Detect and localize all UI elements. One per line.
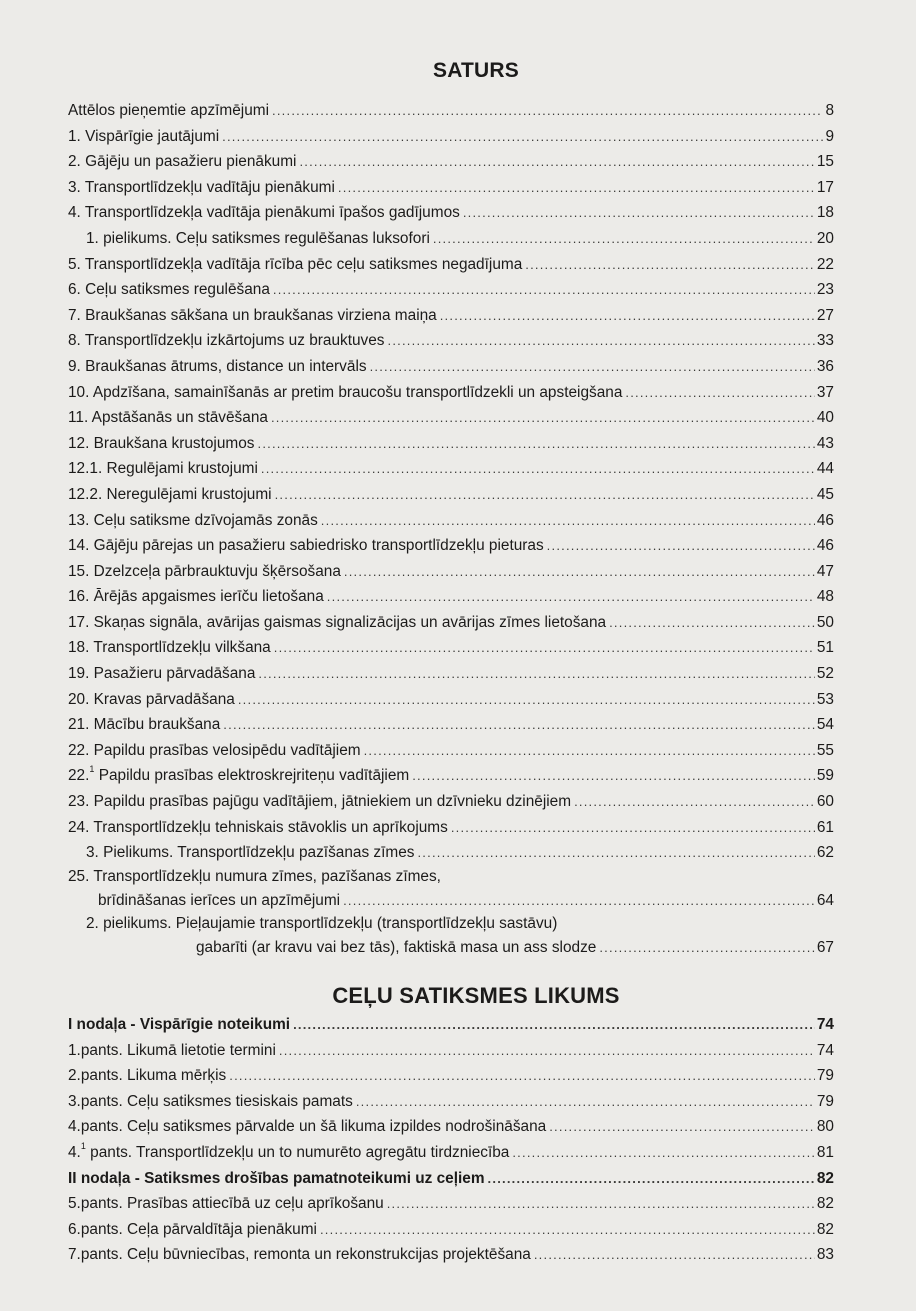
toc-entry[interactable] [68, 1114, 834, 1140]
toc-entry-title: 17. Skaņas signāla, avārijas gaismas signalizācijas un avārijas zīmes lietošana [68, 613, 607, 631]
superscript-number: 1 [89, 764, 95, 775]
toc-entry-page: 55 [816, 741, 834, 759]
toc-entry-page: 8 [825, 102, 834, 119]
dot-leader [534, 1242, 815, 1268]
dot-leader [299, 149, 814, 175]
toc-entry-title: II nodaļa - Satiksmes drošības pamatnoteikumi uz ceļiem [68, 1169, 485, 1187]
dot-leader [293, 1012, 815, 1038]
toc-entry-page: 64 [816, 891, 834, 909]
toc-entry[interactable] [68, 815, 834, 841]
toc-entry[interactable] [68, 1242, 834, 1268]
toc-entry-page: 79 [816, 1092, 834, 1110]
toc-entry-title: 21. Mācību braukšana [68, 716, 221, 734]
toc-entry-title: 11. Apstāšanās un stāvēšana [68, 409, 268, 427]
dot-leader [274, 635, 815, 661]
toc-entry[interactable] [68, 200, 834, 226]
toc-entry-page: 79 [816, 1067, 834, 1085]
toc-entry-page: 50 [816, 613, 834, 631]
dot-leader [412, 763, 815, 789]
toc-entry-page: 15 [816, 153, 834, 171]
toc-entry-page: 82 [816, 1169, 834, 1187]
dot-leader [261, 456, 815, 482]
dot-leader [273, 277, 815, 303]
toc-entry-page: 46 [816, 537, 834, 555]
toc-entry-title: 22. Papildu prasības velosipēdu vadītājiem [68, 741, 361, 759]
toc-entry[interactable] [68, 354, 834, 380]
toc-entry-title-line1: 2. pielikums. Pieļaujamie transportlīdzekļu (transportlīdzekļu sastāvu) [86, 915, 558, 933]
dot-leader [525, 252, 815, 278]
toc-entry-number: 4. [68, 1143, 81, 1161]
toc-entry-title: 5. Transportlīdzekļa vadītāja rīcība pēc ceļu satiksmes negadījuma [68, 255, 523, 273]
toc-entry[interactable] [68, 277, 834, 303]
toc-entry-page: 83 [816, 1246, 834, 1264]
dot-leader [222, 124, 823, 150]
toc-entry[interactable] [68, 175, 834, 201]
toc-entry-page: 82 [816, 1195, 834, 1213]
toc-entry-title: 19. Pasažieru pārvadāšana [68, 665, 256, 683]
toc-entry[interactable] [68, 687, 834, 713]
toc-entry-page: 36 [816, 357, 834, 375]
toc-entry-title: I nodaļa - Vispārīgie noteikumi [68, 1016, 291, 1033]
dot-leader [327, 584, 815, 610]
toc-entry-text: Papildu prasības elektroskrejriteņu vadītājiem [94, 767, 410, 785]
contents-title: SATURS [433, 59, 519, 82]
toc-entry-line2 [68, 935, 834, 961]
dot-leader [271, 405, 815, 431]
toc-entry-page: 82 [816, 1220, 834, 1238]
dot-leader [488, 1166, 815, 1192]
toc-entry-page: 18 [816, 204, 834, 222]
toc-entry-title: 1.pants. Likumā lietotie termini [68, 1041, 276, 1059]
dot-leader [547, 533, 815, 559]
dot-leader [388, 328, 815, 354]
dot-leader [512, 1140, 815, 1166]
toc-entry-page: 40 [816, 409, 834, 427]
toc-entry-title: 4.pants. Ceļu satiksmes pārvalde un šā likuma izpildes nodrošināšana [68, 1118, 547, 1136]
dot-leader [258, 431, 815, 457]
toc-entry-title: 8. Transportlīdzekļu izkārtojums uz brauktuves [68, 332, 385, 350]
toc-entry[interactable] [68, 149, 834, 175]
toc-entry-page: 54 [816, 716, 834, 734]
toc-entry[interactable] [68, 610, 834, 636]
toc-entry-title: 5.pants. Prasības attiecībā uz ceļu aprīkošanu [68, 1195, 384, 1213]
toc-entry-page: 60 [816, 793, 834, 811]
toc-entry-page: 33 [816, 332, 834, 350]
toc-entry-title: 12.1. Regulējami krustojumi [68, 460, 258, 478]
toc-entry-title: 10. Apdzīšana, samainīšanās ar pretim braucošu transportlīdzekli un apsteigšana [68, 383, 623, 401]
dot-leader [344, 559, 815, 585]
toc-entry-text: pants. Transportlīdzekļu un to numurēto agregātu tirdzniecība [85, 1143, 510, 1161]
toc-chapter[interactable] [68, 1166, 834, 1192]
dot-leader [275, 482, 815, 508]
law-section-title: CEĻU SATIKSMES LIKUMS [332, 983, 620, 1008]
toc-entry[interactable] [68, 380, 834, 406]
toc-entry[interactable] [68, 738, 834, 764]
toc-entry-page: 44 [816, 460, 834, 478]
toc-entry-page: 53 [816, 690, 834, 708]
toc-entry-title: 16. Ārējās apgaismes ierīču lietošana [68, 588, 324, 606]
toc-entry-title: 3. Pielikums. Transportlīdzekļu pazīšanas zīmes [86, 844, 415, 862]
dot-leader [370, 354, 815, 380]
toc-entry[interactable] [68, 1089, 834, 1115]
toc-entry-title: 6. Ceļu satiksmes regulēšana [68, 281, 270, 299]
toc-entry[interactable] [68, 661, 834, 687]
toc-entry-appendix[interactable] [68, 840, 834, 866]
contents-list [68, 98, 834, 961]
toc-entry[interactable] [68, 789, 834, 815]
toc-entry[interactable] [68, 584, 834, 610]
toc-entry-title: 1. pielikums. Ceļu satiksmes regulēšanas luksofori [86, 229, 430, 247]
toc-entry-multiline-appendix[interactable] [68, 913, 834, 961]
toc-entry[interactable] [68, 635, 834, 661]
toc-entry-page: 27 [816, 306, 834, 324]
toc-entry[interactable] [68, 431, 834, 457]
dot-leader [433, 226, 815, 252]
toc-entry-page: 67 [816, 939, 834, 957]
dot-leader [343, 888, 815, 914]
toc-entry-title: 23. Papildu prasības pajūgu vadītājiem, jātniekiem un dzīvnieku dzinējiem [68, 793, 572, 811]
toc-entry[interactable] [68, 559, 834, 585]
toc-entry[interactable] [68, 456, 834, 482]
toc-entry-page: 74 [816, 1016, 834, 1033]
toc-entry[interactable] [68, 1140, 834, 1166]
toc-entry-title: 14. Gājēju pārejas un pasažieru sabiedrisko transportlīdzekļu pieturas [68, 537, 544, 555]
law-contents-list [68, 1012, 834, 1268]
dot-leader [440, 303, 815, 329]
toc-entry-page: 47 [816, 562, 834, 580]
toc-entry-title: 24. Transportlīdzekļu tehniskais stāvoklis un aprīkojums [68, 818, 448, 836]
toc-entry-title: 3.pants. Ceļu satiksmes tiesiskais pamats [68, 1092, 353, 1110]
dot-leader [238, 687, 815, 713]
toc-entry[interactable] [68, 763, 834, 789]
toc-entry-title: 9. Braukšanas ātrums, distance un intervāls [68, 357, 367, 375]
toc-entry-title-line2: gabarīti (ar kravu vai bez tās), faktiskā masa un ass slodze [196, 939, 597, 957]
toc-entry-page: 62 [816, 844, 834, 862]
toc-entry-page: 46 [816, 511, 834, 529]
dot-leader [338, 175, 815, 201]
toc-entry-title: 3. Transportlīdzekļu vadītāju pienākumi [68, 178, 335, 196]
toc-entry-page: 80 [816, 1118, 834, 1136]
dot-leader [321, 508, 815, 534]
toc-entry-title: Attēlos pieņemtie apzīmējumi [68, 102, 270, 119]
dot-leader [387, 1191, 815, 1217]
toc-entry-page: 48 [816, 588, 834, 606]
toc-entry-title: 20. Kravas pārvadāšana [68, 690, 235, 708]
toc-entry-page: 37 [816, 383, 834, 401]
toc-entry[interactable] [68, 328, 834, 354]
toc-entry-title: 15. Dzelzceļa pārbrauktuvju šķērsošana [68, 562, 341, 580]
toc-entry-title: 13. Ceļu satiksme dzīvojamās zonās [68, 511, 318, 529]
dot-leader [279, 1038, 815, 1064]
toc-entry-title [68, 1140, 509, 1166]
dot-leader [258, 661, 814, 687]
toc-entry[interactable] [68, 712, 834, 738]
toc-entry-page: 17 [816, 178, 834, 196]
dot-leader [625, 380, 814, 406]
dot-leader [356, 1089, 815, 1115]
toc-entry-title: 6.pants. Ceļa pārvaldītāja pienākumi [68, 1220, 317, 1238]
dot-leader [574, 789, 815, 815]
toc-entry[interactable] [68, 533, 834, 559]
toc-entry-number: 22. [68, 767, 90, 785]
toc-entry-page: 9 [825, 127, 834, 145]
toc-entry-page: 74 [816, 1041, 834, 1059]
dot-leader [320, 1217, 815, 1243]
dot-leader [609, 610, 815, 636]
dot-leader [463, 200, 815, 226]
toc-entry-page: 43 [816, 434, 834, 452]
superscript-number: 1 [80, 1140, 86, 1151]
toc-entry-title: 2. Gājēju un pasažieru pienākumi [68, 153, 297, 171]
toc-entry-title-line1: 25. Transportlīdzekļu numura zīmes, pazīšanas zīmes, [68, 867, 441, 885]
toc-entry-title-line2: brīdināšanas ierīces un apzīmējumi [98, 891, 341, 909]
toc-entry-title [68, 763, 409, 789]
toc-entry-appendix[interactable] [68, 226, 834, 252]
toc-entry-line2 [68, 888, 834, 914]
dot-leader [364, 738, 815, 764]
dot-leader [229, 1063, 815, 1089]
toc-entry-title: 12.2. Neregulējami krustojumi [68, 485, 272, 503]
toc-entry-title: 1. Vispārīgie jautājumi [68, 127, 220, 145]
toc-entry[interactable] [68, 124, 834, 150]
toc-entry-title: 18. Transportlīdzekļu vilkšana [68, 639, 271, 657]
toc-entry-title: 4. Transportlīdzekļa vadītāja pienākumi īpašos gadījumos [68, 204, 460, 222]
toc-entry-title: 7. Braukšanas sākšana un braukšanas virziena maiņa [68, 306, 437, 324]
toc-entry-title: 12. Braukšana krustojumos [68, 434, 255, 452]
dot-leader [417, 840, 814, 866]
toc-entry[interactable] [68, 303, 834, 329]
toc-entry-multiline[interactable] [68, 866, 834, 914]
toc-entry[interactable] [68, 405, 834, 431]
toc-entry[interactable] [68, 1038, 834, 1064]
toc-entry[interactable] [68, 1191, 834, 1217]
toc-entry-page: 20 [816, 229, 834, 247]
toc-entry[interactable] [68, 1217, 834, 1243]
toc-entry-title: 2.pants. Likuma mērķis [68, 1067, 227, 1085]
toc-entry[interactable] [68, 98, 834, 124]
toc-entry[interactable] [68, 252, 834, 278]
toc-entry[interactable] [68, 482, 834, 508]
dot-leader [549, 1114, 815, 1140]
toc-entry[interactable] [68, 1063, 834, 1089]
toc-entry-page: 23 [816, 281, 834, 299]
toc-chapter[interactable] [68, 1012, 834, 1038]
toc-entry-page: 51 [816, 639, 834, 657]
dot-leader [223, 712, 815, 738]
toc-entry-page: 59 [816, 767, 834, 785]
dot-leader [451, 815, 815, 841]
toc-entry-title: 7.pants. Ceļu būvniecības, remonta un rekonstrukcijas projektēšana [68, 1246, 531, 1264]
toc-entry-page: 45 [816, 485, 834, 503]
dot-leader [272, 98, 823, 124]
toc-entry[interactable] [68, 508, 834, 534]
toc-entry-page: 81 [816, 1143, 834, 1161]
toc-entry-page: 52 [816, 665, 834, 683]
dot-leader [599, 935, 815, 961]
toc-entry-page: 22 [816, 255, 834, 273]
toc-entry-page: 61 [816, 818, 834, 836]
